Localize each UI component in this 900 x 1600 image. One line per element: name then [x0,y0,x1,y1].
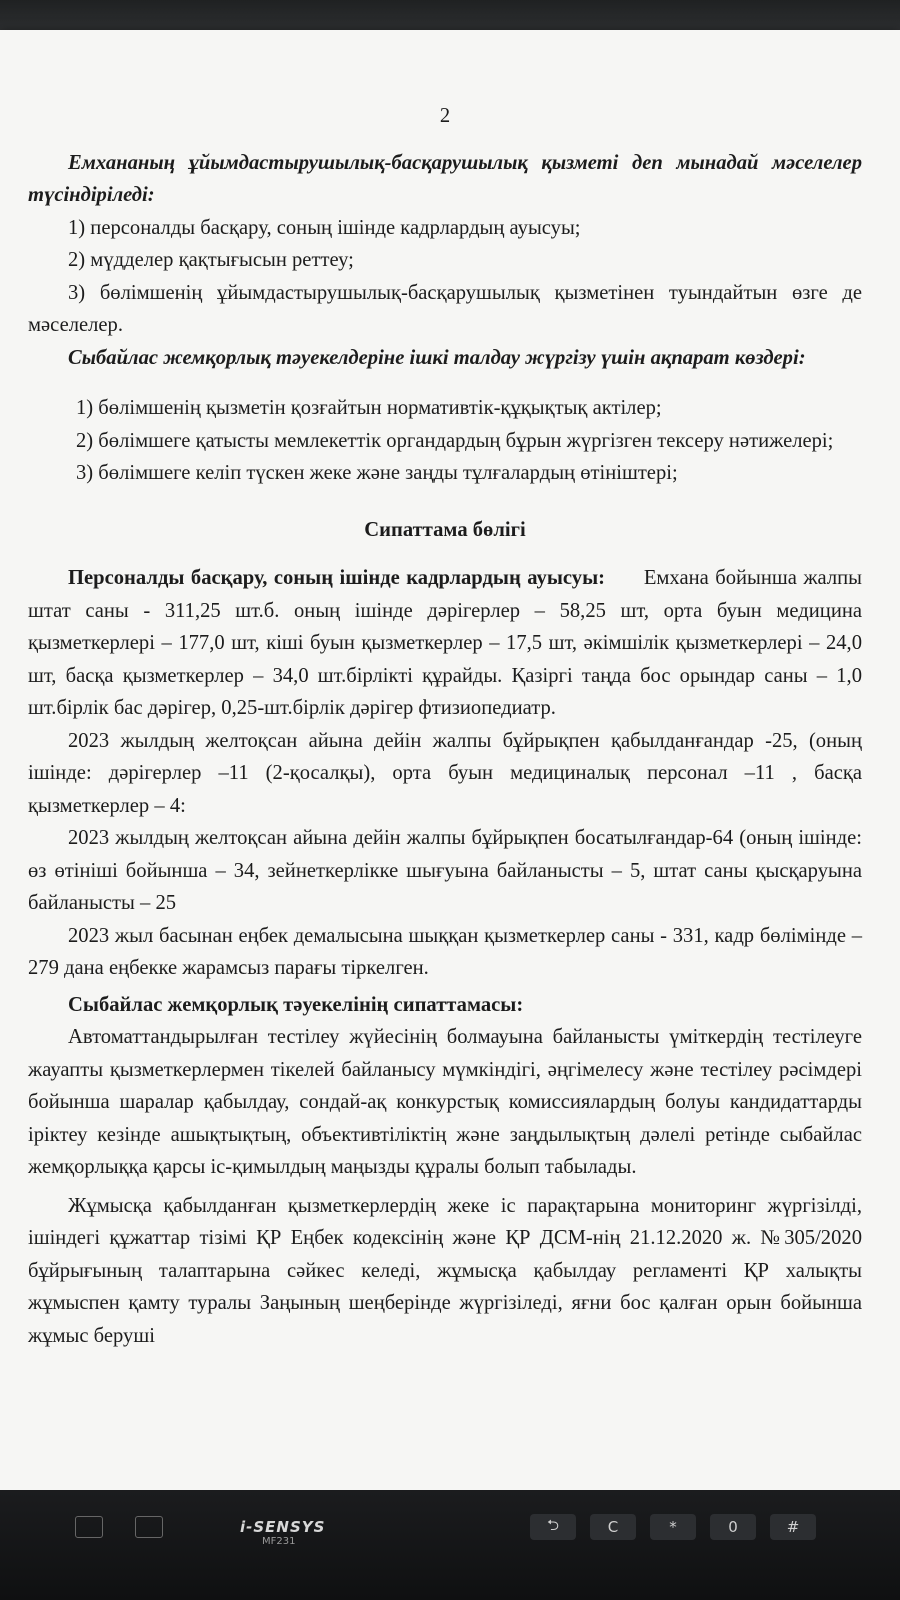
document-body [28,100,862,1352]
list2-item-1: 1) бөлімшенің қызметін қозғайтын нормативтік-құқықтық актілер; [76,397,662,419]
paragraph-sick-leave: 2023 жыл басынан еңбек демалысына шыққан қызметкерлер саны - 331, кадр бөлімінде – 279 дана еңбекке жарамсыз парағы тіркелген. [28,924,862,979]
list2-item-3: 3) бөлімшеге келіп түскен жеке және заңды тұлғалардың өтініштері; [76,462,678,484]
heading-organizational-activity: Емхананың ұйымдастырушылық-басқарушылық қызметі деп мынадай мәселелер түсіндіріледі: [28,151,862,206]
paragraph-personnel [28,562,862,725]
list1-item-3: 3) бөлімшенің ұйымдастырушылық-басқарушылық қызметінен туындайтын өзге де мәселелер. [28,281,862,336]
printer-brand: i-SENSYS [240,1518,326,1536]
list1-item-1: 1) персоналды басқару, соның ішінде кадрлардың ауысуы; [68,216,581,239]
paragraph-personnel-heading: Персоналды басқару, соның ішінде кадрлардың ауысуы: [68,567,606,589]
paragraph-monitoring: Жұмысқа қабылданған қызметкерлердің жеке іс парақтарына мониторинг жүргізілді, ішіндегі құжаттар тізімі ҚР Еңбек кодексінің және ҚР ДСМ-нің 21.12.2020 ж. №305/2020 бұйрығының талаптарына сәйкес келеді, жұмысқа қабылдау регламенті ҚР халықты жұмыспен қамту туралы Заңының шеңберінде жүргізіледі, яғни бос қалған орын бойынша жұмыс беруші [28,1194,862,1347]
printer-settings-button[interactable] [135,1516,163,1538]
subheading-corruption-risk: Сыбайлас жемқорлық тәуекелінің сипаттамасы: [68,993,524,1016]
list1-item-2: 2) мүдделер қақтығысын реттеу; [68,249,354,271]
document-page [0,30,900,1490]
printer-star-button[interactable]: * [650,1514,696,1540]
paragraph-personnel-text: Емхана бойынша жалпы штат саны - 311,25 шт.б. оның ішінде дәрігерлер – 58,25 шт, орта буын медицина қызметкерлері – 177,0 шт, кіші буын қызметкерлер – 17,5 шт, әкімшілік қызметкерлері – 24,0 шт, басқа қызметкерлер – 34,0 шт.бірлікті құрайды. Қазіргі таңда бос орындар саны – 1,0 шт.бірлік бас дәрігер, 0,25-шт.бірлік дәрігер фтизиопедиатр. [28,567,863,719]
section-title: Сипаттама бөлігі [364,518,526,541]
paragraph-hired: 2023 жылдың желтоқсан айына дейін жалпы бұйрықпен қабылданғандар -25, (оның ішінде: дәрігерлер –11 (2-қосалқы), орта буын медициналық персонал –11 , басқа қызметкерлер – 4: [28,729,862,817]
paragraph-testing: Автоматтандырылған тестілеу жүйесінің болмауына байланысты үміткердің тестілеуге жауапты қызметкерлермен тікелей байланысу мүмкіндігі, әңгімелесу және тестілеу рәсімдері бойынша шаралар қабылдау, сондай-ақ конкурстық комиссиялардың болуы кандидаттарды іріктеу кезінде ашықтықтың, объективтіліктің және заңдылықтың дәлелі ретінде сыбайлас жемқорлыққа қарсы іс-қимылдың маңызды құралы болып табылады. [28,1026,862,1178]
printer-zero-button[interactable]: 0 [710,1514,756,1540]
paragraph-dismissed: 2023 жылдың желтоқсан айына дейін жалпы бұйрықпен босатылғандар-64 (оның ішінде: өз өтініші бойынша – 34, зейнеткерлікке шығуына байланысты – 5, штат саны қысқаруына байланысты – 25 [28,827,862,914]
printer-clear-button[interactable]: C [590,1514,636,1540]
printer-back-button[interactable]: ⮌ [530,1514,576,1540]
printer-panel [0,1490,900,1600]
list2-item-2: 2) бөлімшеге қатысты мемлекеттік органдардың бұрын жүргізген тексеру нәтижелері; [76,429,834,452]
printer-hash-button[interactable]: # [770,1514,816,1540]
page-number: 2 [439,105,451,127]
printer-model: MF231 [262,1536,296,1547]
heading-information-sources: Сыбайлас жемқорлық тәуекелдеріне ішкі талдау жүргізу үшін ақпарат көздері: [68,346,806,369]
printer-scan-button[interactable] [75,1516,103,1538]
